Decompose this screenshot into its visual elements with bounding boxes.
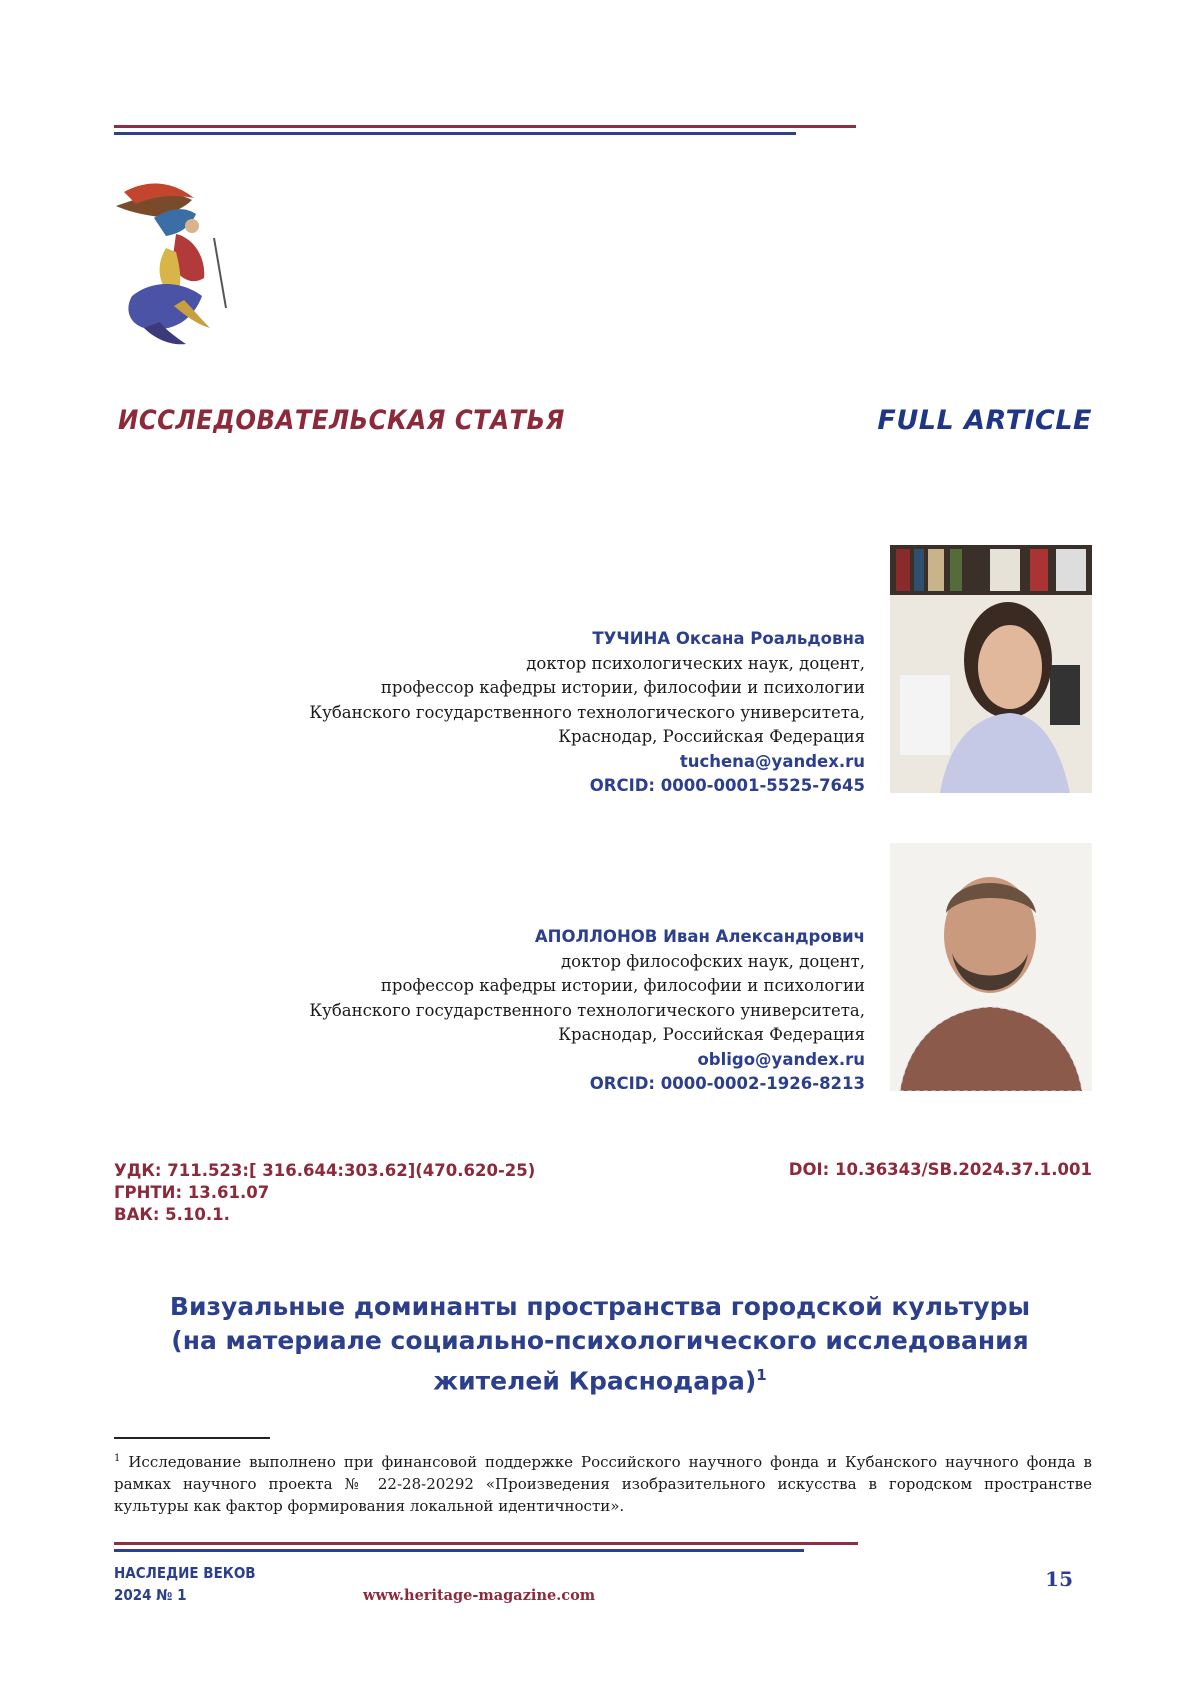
header-rule-blue	[114, 132, 796, 135]
classification-codes	[114, 1160, 535, 1226]
author-email[interactable]: obligo@yandex.ru	[697, 1049, 865, 1069]
author-orcid[interactable]: ORCID: 0000-0002-1926-8213	[589, 1074, 865, 1093]
footer-rule-red	[114, 1542, 858, 1545]
magazine-issue: 2024 № 1	[114, 1586, 187, 1604]
footnote-mark: 1	[114, 1453, 121, 1464]
header-rule-red	[114, 125, 856, 128]
author-orcid[interactable]: ORCID: 0000-0001-5525-7645	[589, 776, 865, 795]
footer-website-link[interactable]: www.heritage-magazine.com	[363, 1587, 596, 1604]
section-label-ru: ИССЛЕДОВАТЕЛЬСКАЯ СТАТЬЯ	[118, 405, 565, 436]
author-name: ТУЧИНА Оксана Роальдовна	[592, 629, 865, 648]
author-email[interactable]: tuchena@yandex.ru	[679, 751, 865, 771]
page-number: 15	[1045, 1567, 1073, 1591]
author-photo-apollonov	[890, 843, 1092, 1091]
author-university: Кубанского государственного технологического университета,	[309, 702, 865, 722]
title-footnote-mark[interactable]: 1	[756, 1366, 767, 1384]
article-title	[150, 1290, 1050, 1398]
author-position: профессор кафедры истории, философии и психологии	[380, 678, 865, 697]
magazine-name: НАСЛЕДИЕ ВЕКОВ	[114, 1564, 256, 1582]
udk-code: УДК: 711.523:[ 316.644:303.62](470.620-25)	[114, 1161, 536, 1180]
author-degree: доктор философских наук, доцент,	[561, 951, 865, 971]
footer-rule-blue	[114, 1549, 804, 1552]
angel-illustration	[114, 178, 242, 350]
author-city: Краснодар, Российская Федерация	[558, 1025, 865, 1044]
vak-code: ВАК: 5.10.1.	[114, 1205, 230, 1224]
author-block-apollonov	[225, 925, 865, 1097]
footnote-rule	[114, 1437, 270, 1439]
author-degree: доктор психологических наук, доцент,	[526, 653, 865, 673]
grnti-code: ГРНТИ: 13.61.07	[114, 1183, 270, 1202]
author-photo-tuchina	[890, 545, 1092, 793]
author-name: АПОЛЛОНОВ Иван Александрович	[534, 927, 865, 946]
author-university: Кубанского государственного технологического университета,	[309, 1000, 865, 1020]
footer-magazine	[114, 1562, 256, 1606]
title-line-1: Визуальные доминанты пространства городской культуры	[169, 1292, 1031, 1321]
section-label-en: FULL ARTICLE	[877, 405, 1092, 436]
author-city: Краснодар, Российская Федерация	[558, 727, 865, 746]
title-line-3: жителей Краснодара)	[433, 1366, 757, 1396]
doi-code[interactable]: DOI: 10.36343/SB.2024.37.1.001	[788, 1160, 1092, 1179]
author-block-tuchina	[225, 627, 865, 799]
footnote	[114, 1448, 1092, 1517]
title-line-2: (на материале социально-психологического исследования	[171, 1326, 1029, 1355]
footnote-text: Исследование выполнено при финансовой поддержке Российского научного фонда и Кубанского научного фонда в рамках научного проекта № 22-28-20292 «Произведения изобразительного искусства в городском пространстве культуры как фактор формирования локальной идентичности».	[114, 1453, 1092, 1515]
author-position: профессор кафедры истории, философии и психологии	[380, 976, 865, 995]
